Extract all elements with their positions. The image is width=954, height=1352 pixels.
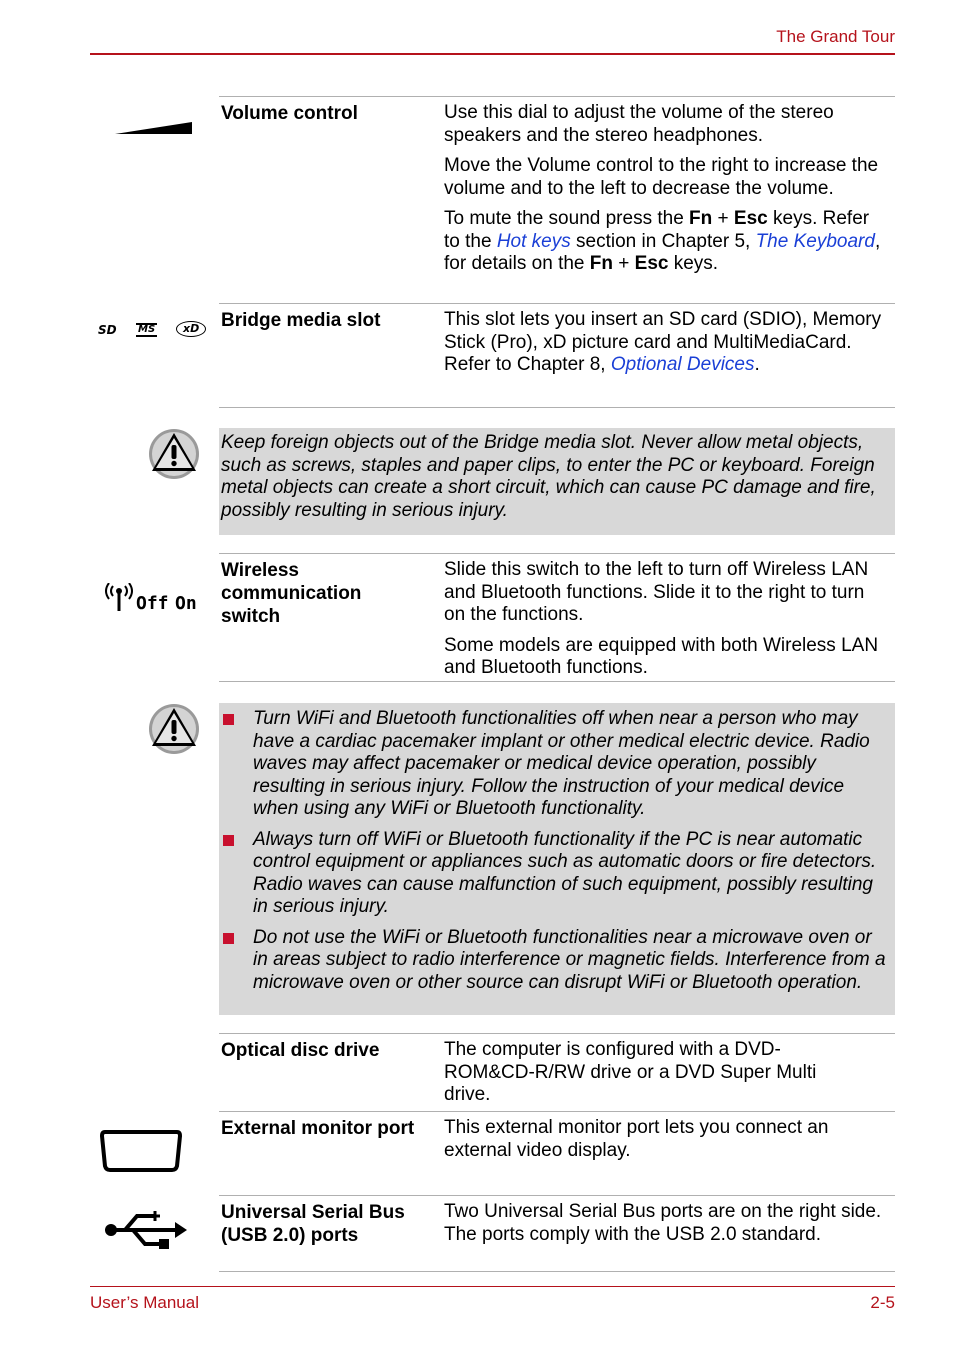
table-rule <box>219 1195 895 1196</box>
optical-disc-drive-description: The computer is configured with a DVD-ROM&CD-R/RW drive or a DVD Super Multi drive. <box>444 1039 817 1105</box>
monitor-port-icon <box>99 1128 183 1174</box>
sd-logo-icon: SD <box>98 323 117 337</box>
wireless-switch-term: Wireless communication switch <box>221 560 362 627</box>
table-rule <box>219 96 895 97</box>
header-rule <box>90 53 895 55</box>
usb-ports-description: Two Universal Serial Bus ports are on the right side. The ports comply with the USB 2.0 standard. <box>444 1201 882 1245</box>
antenna-icon <box>103 583 135 613</box>
table-rule <box>219 553 895 554</box>
usb-icon <box>103 1208 187 1252</box>
off-label: Off <box>136 593 169 614</box>
usb-ports-term: Universal Serial Bus (USB 2.0) ports <box>221 1202 405 1246</box>
running-header: The Grand Tour <box>776 27 895 46</box>
footer-manual-title: User’s Manual <box>90 1293 199 1312</box>
wireless-switch-description <box>444 559 889 688</box>
hot-keys-link[interactable]: Hot keys <box>496 230 571 252</box>
caution-box-bridge <box>219 428 895 535</box>
wireless-desc-p1: Slide this switch to the left to turn off Wireless LAN and Bluetooth functions. Slide it to the right to turn on the functions. <box>444 559 869 625</box>
table-rule <box>219 1271 895 1272</box>
table-rule <box>219 303 895 304</box>
volume-wedge-icon <box>115 121 193 134</box>
bridge-media-slot-description: This slot lets you insert an SD card (SDIO), Memory Stick (Pro), xD picture card and MultiMediaCard. Refer to Chapter 8, Optional Devices. <box>444 309 882 375</box>
optical-disc-drive-term: Optical disc drive <box>221 1040 380 1061</box>
external-monitor-port-description: This external monitor port lets you connect an external video display. <box>444 1117 829 1161</box>
table-rule <box>219 681 895 682</box>
caution-list-item: Turn WiFi and Bluetooth functionalities off when near a person who may have a cardiac pacemaker implant or other medical electric device. Radio waves may affect pacemaker or medical device operation, possibly resulting in serious injury. Follow the instruction of your medical device when using any WiFi or Bluetooth functionality. <box>219 708 889 821</box>
caution-list-item: Do not use the WiFi or Bluetooth functionalities near a microwave oven or in areas subject to radio interference or magnetic fields. Interference from a microwave oven or other source can disrupt WiFi or Bluetooth operation. <box>219 927 889 995</box>
table-rule <box>219 1111 895 1112</box>
table-rule <box>219 1033 895 1034</box>
caution-list-item: Always turn off WiFi or Bluetooth functionality if the PC is near automatic control equipment or appliances such as automatic doors or fire detectors. Radio waves can cause malfunction of such equipment, possibly resulting in serious injury. <box>219 829 889 919</box>
caution-text: Keep foreign objects out of the Bridge media slot. Never allow metal objects, such as screws, staples and paper clips, to enter the PC or keyboard. Foreign metal objects can create a short circuit, which can cause PC damage and fire, possibly resulting in serious injury. <box>221 432 876 521</box>
external-monitor-port-term: External monitor port <box>221 1118 415 1139</box>
warning-triangle-icon <box>148 428 200 480</box>
memory-stick-logo-icon: MS <box>138 324 156 335</box>
on-label: On <box>175 593 197 614</box>
red-square-bullet-icon <box>223 835 234 846</box>
table-rule <box>219 407 895 408</box>
volume-control-term: Volume control <box>221 103 358 124</box>
red-square-bullet-icon <box>223 933 234 944</box>
wireless-switch-icon <box>103 583 208 615</box>
xd-logo-icon: xD <box>176 321 206 337</box>
wireless-desc-p2: Some models are equipped with both Wireless LAN and Bluetooth functions. <box>444 634 879 678</box>
optional-devices-link[interactable]: Optional Devices <box>610 354 755 375</box>
caution-box-wifi <box>219 703 895 1015</box>
footer-rule <box>90 1286 895 1287</box>
volume-control-description <box>444 102 889 284</box>
the-keyboard-link[interactable]: The Keyboard <box>755 230 875 252</box>
volume-desc-p1: Use this dial to adjust the volume of the stereo speakers and the stereo headphones. <box>444 102 834 146</box>
volume-desc-p2: Move the Volume control to the right to increase the volume and to the left to decrease the volume. <box>444 155 879 199</box>
warning-triangle-icon <box>148 703 200 755</box>
red-square-bullet-icon <box>223 714 234 725</box>
caution-list <box>219 703 895 994</box>
media-logos <box>98 321 210 341</box>
bridge-media-slot-term: Bridge media slot <box>221 310 381 331</box>
volume-desc-p3: To mute the sound press the Fn + Esc keys. Refer to the Hot keys section in Chapter 5, The Keyboard, for details on the Fn + Esc keys. <box>444 208 881 274</box>
page-number: 2-5 <box>870 1293 895 1312</box>
